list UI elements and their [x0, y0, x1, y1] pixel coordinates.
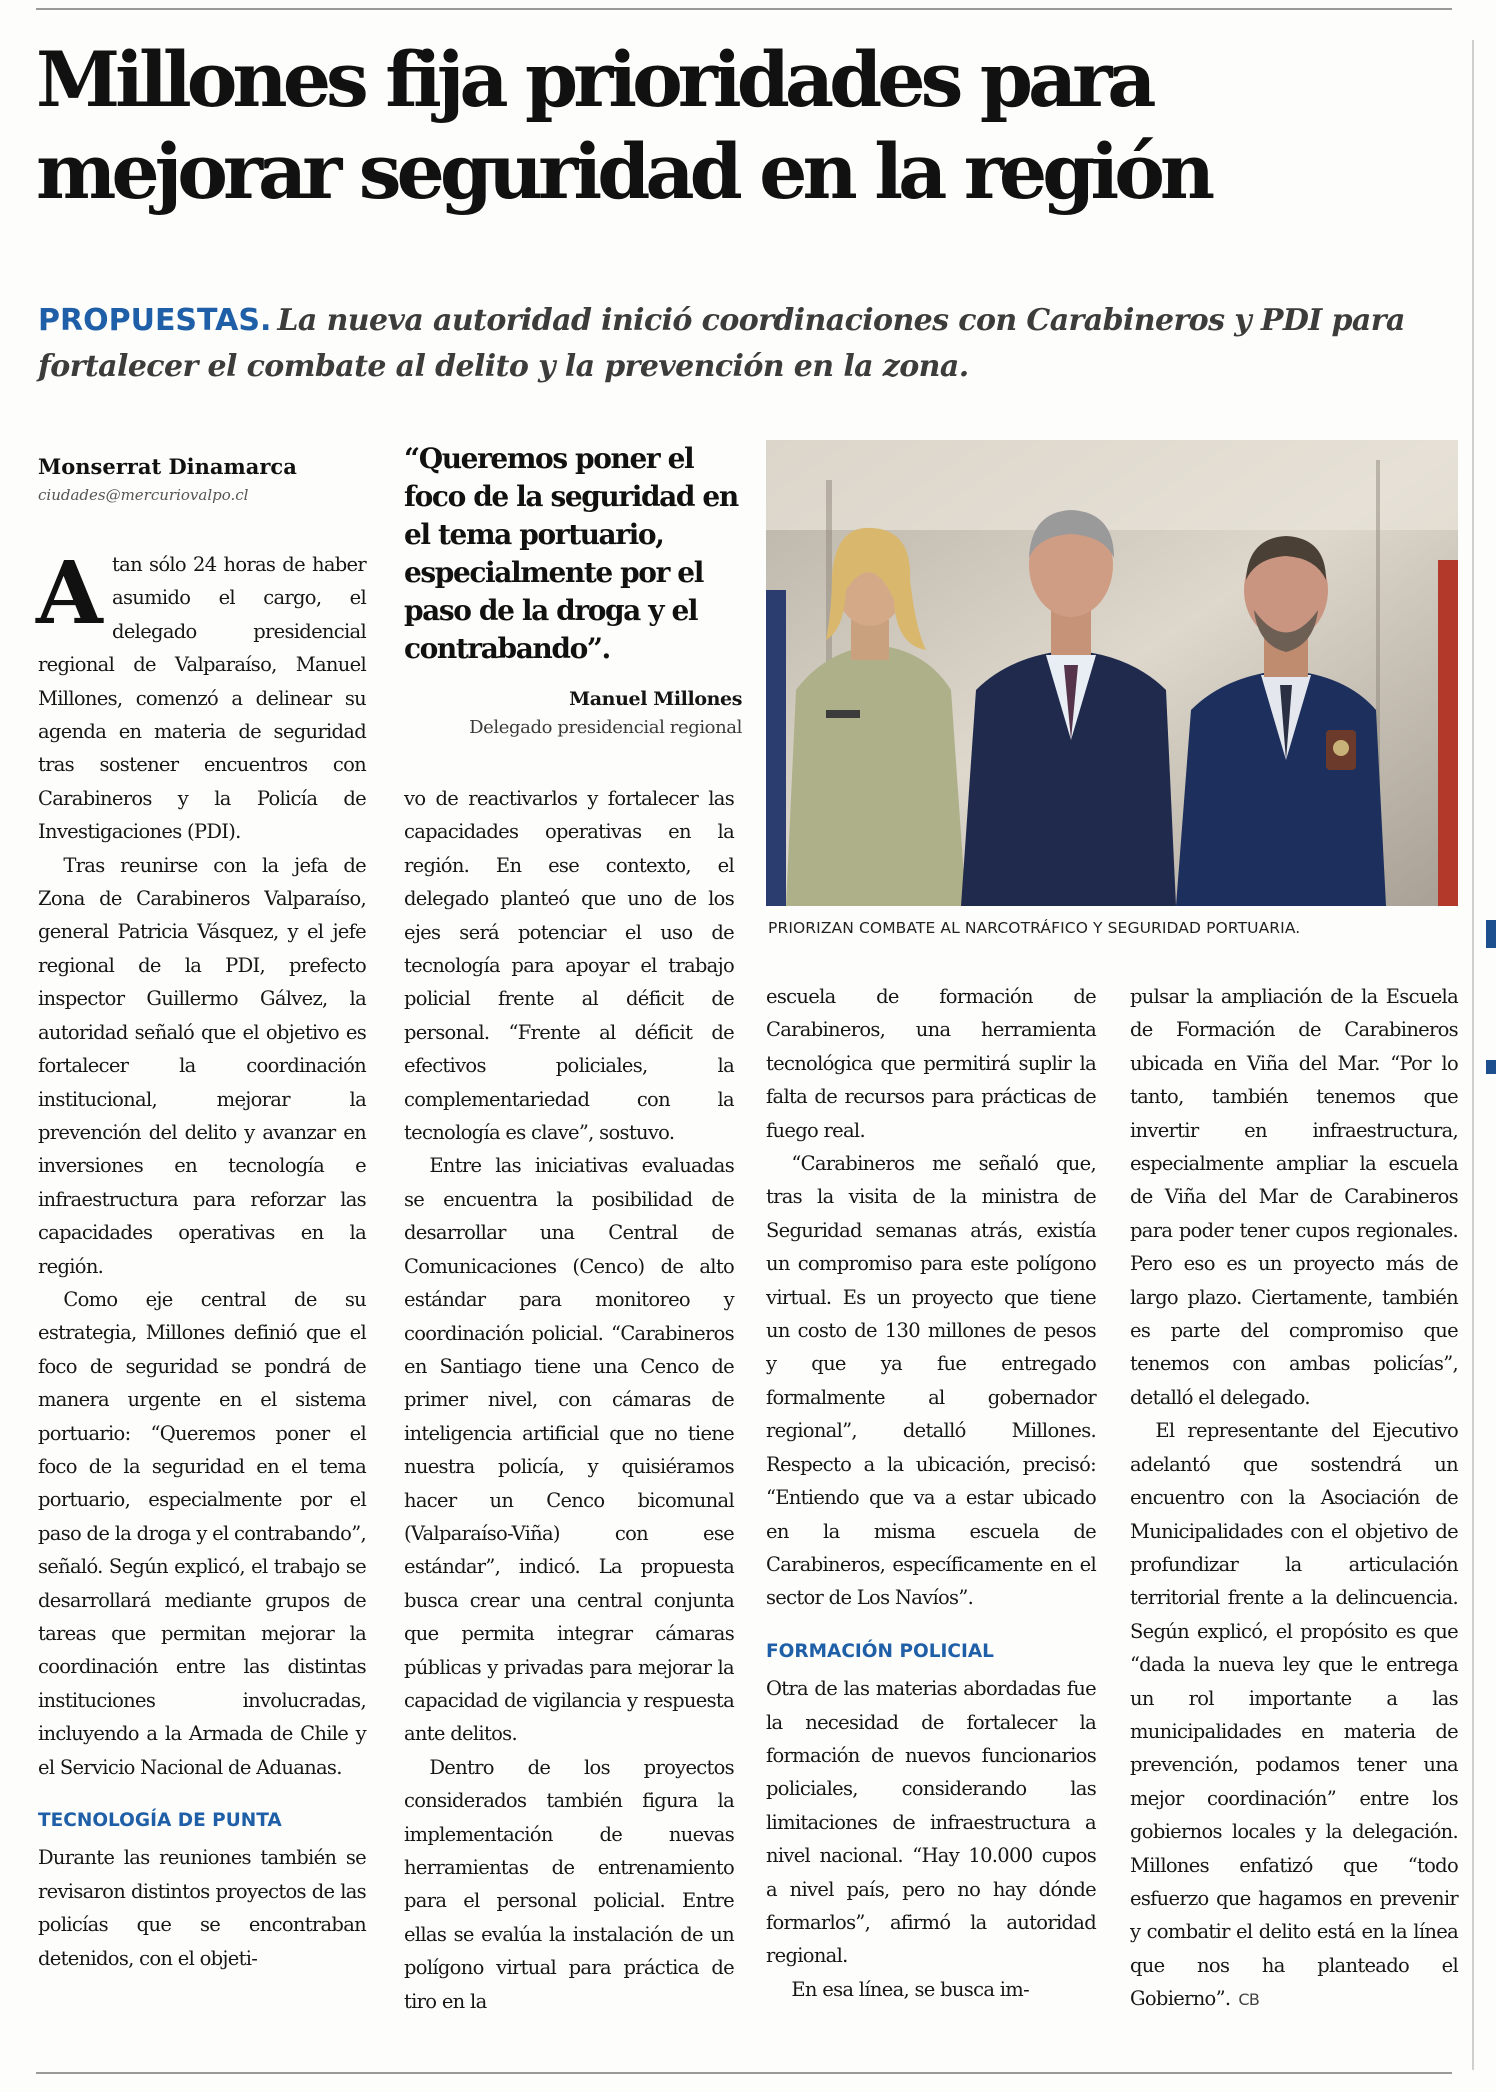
deck-text: La nueva autoridad inició coordinaciones con Carabineros y PDI para fortalecer el combate al delito y la prevención en la zona. — [38, 303, 1405, 384]
pull-quote-author: Manuel Millones — [569, 688, 742, 710]
paragraph: Otra de las materias abordadas fue la necesidad de fortalecer la formación de nuevos funcionarios policiales, considerando las limitaciones de infraestructura a nivel nacional. “Hay 10.000 cupos a nivel país, pero no hay dónde formarlos”, afirmó la autoridad regional. — [766, 1677, 1096, 1968]
paragraph: Tras reunirse con la jefa de Zona de Carabineros Valparaíso, general Patricia Vásquez, y el jefe regional de la PDI, prefecto inspector Guillermo Gálvez, la autoridad señaló que el objetivo es fortalecer la coordinación institucional, mejorar la prevención del delito y avanzar en inversiones en tecnología e infraestructura para reforzar las capacidades operativas en la región. — [38, 853, 366, 1278]
article-headline: Millones fija prioridades para mejorar seguridad en la región — [36, 35, 1211, 216]
paragraph: Dentro de los proyectos considerados también figura la implementación de nuevas herramientas de entrenamiento para el personal policial. Entre ellas se evalúa la instalación de un polígono virtual para práctica de tiro en la — [404, 1755, 734, 2013]
author-email: ciudades@mercuriovalpo.cl — [38, 486, 249, 504]
edge-accent-mark — [1486, 920, 1496, 948]
paragraph: Entre las iniciativas evaluadas se encuentra la posibilidad de desarrollar una Central de Comunicaciones (Cenco) de alto estándar para monitoreo y coordinación policial. “Carabineros en Santiago tiene una Cenco de primer nivel, con cámaras de inteligencia artificial que no tiene nuestra policía, y quisiéramos hacer un Cenco bicomunal (Valparaíso-Viña) con ese estándar”, indicó. La propuesta busca crear una central conjunta que permita integrar cámaras públicas y privadas para mejorar la capacidad de vigilancia y respuesta ante delitos. — [404, 1154, 734, 1746]
article-column-2 — [404, 782, 734, 2018]
paragraph: Como eje central de su estrategia, Millones definió que el foco de seguridad se pondrá de manera urgente en el sistema portuario: “Queremos poner el foco de la seguridad en el tema portuario, especialmente por el paso de la droga y el contrabando”, señaló. Según explicó, el trabajo se desarrollará mediante grupos de tareas que permitan mejorar la coordinación entre las distintas instituciones involucradas, incluyendo a la Armada de Chile y el Servicio Nacional de Aduanas. — [38, 1287, 366, 1779]
pull-quote-role: Delegado presidencial regional — [469, 717, 742, 738]
byline — [38, 452, 368, 508]
pull-quote — [404, 440, 742, 742]
subheading-tecnologia: TECNOLOGÍA DE PUNTA — [38, 1810, 282, 1832]
paragraph: “Carabineros me señaló que, tras la visita de la ministra de Seguridad semanas atrás, existía un compromiso para este polígono virtual. Es un proyecto que tiene un costo de 130 millones de pesos y que ya fue entregado formalmente al gobernador regional”, detalló Millones. Respecto a la ubicación, precisó: “Entiendo que va a estar ubicado en la misma escuela de Carabineros, específicamente en el sector de Los Navíos”. — [766, 1152, 1096, 1610]
article-column-4 — [1130, 980, 1458, 2017]
article-column-3 — [766, 980, 1096, 2006]
dropcap: A — [36, 543, 103, 644]
author-name: Monserrat Dinamarca — [38, 454, 297, 479]
paragraph: escuela de formación de Carabineros, una herramienta tecnológica que permitirá suplir la falta de recursos para prácticas de fuego real. — [766, 985, 1096, 1142]
edge-accent-mark — [1486, 1060, 1496, 1074]
pull-quote-text: “Queremos poner el foco de la seguridad en el tema portuario, especialmente por el paso de la droga y el contrabando”. — [404, 442, 738, 665]
top-rule — [36, 8, 1452, 10]
paragraph: pulsar la ampliación de la Escuela de Formación de Carabineros ubicada en Viña del Mar. “Por lo tanto, también tenemos que invertir en infraestructura, especialmente ampliar la escuela de Viña del Mar de Carabineros para poder tener cupos regionales. Pero eso es un proyecto más de largo plazo. Ciertamente, también es parte del compromiso que tenemos con ambas policías”, detalló el delegado. — [1130, 985, 1458, 1409]
photo-caption: PRIORIZAN COMBATE AL NARCOTRÁFICO Y SEGURIDAD PORTUARIA. — [768, 919, 1301, 937]
article-column-1 — [36, 543, 366, 1975]
paragraph: El representante del Ejecutivo adelantó que sostendrá un encuentro con la Asociación de Municipalidades con el objetivo de profundizar la articulación territorial frente a la delincuencia. Según explicó, el propósito es que “dada la nueva ley que le entrega un rol importante a las municipalidades en materia de prevención, podamos tener una mejor coordinación” entre los gobiernos locales y la delegación. Millones enfatizó que “todo esfuerzo que hagamos en prevenir y combatir el delito está en la línea que nos ha planteado el Gobierno”. CB — [1130, 1419, 1458, 2011]
deck-kicker: PROPUESTAS. — [38, 303, 272, 338]
paragraph: Durante las reuniones también se revisaron distintos proyectos de las policías que se encontraban detenidos, con el objeti- — [38, 1846, 366, 1970]
column-side-rule — [1472, 40, 1474, 2070]
photo-illustration — [766, 440, 1458, 906]
paragraph: En esa línea, se busca im- — [791, 1977, 1029, 2001]
bottom-rule — [36, 2072, 1452, 2074]
article-photo — [766, 440, 1458, 906]
article-deck — [38, 298, 1458, 390]
subheading-formacion: FORMACIÓN POLICIAL — [766, 1640, 994, 1662]
paragraph: Atan sólo 24 horas de haber asumido el cargo, el delegado presidencial regional de Valparaíso, Manuel Millones, comenzó a delinear su agenda en materia de seguridad tras sostener encuentros con Carabineros y la Policía de Investigaciones (PDI). — [36, 543, 366, 844]
end-mark: CB — [1238, 1990, 1260, 2010]
paragraph: vo de reactivarlos y fortalecer las capacidades operativas en la región. En ese contexto, el delegado planteó que uno de los ejes será potenciar el uso de tecnología para apoyar el trabajo policial frente al déficit de personal. “Frente al déficit de efectivos policiales, la complementariedad con la tecnología es clave”, sostuvo. — [404, 787, 734, 1145]
